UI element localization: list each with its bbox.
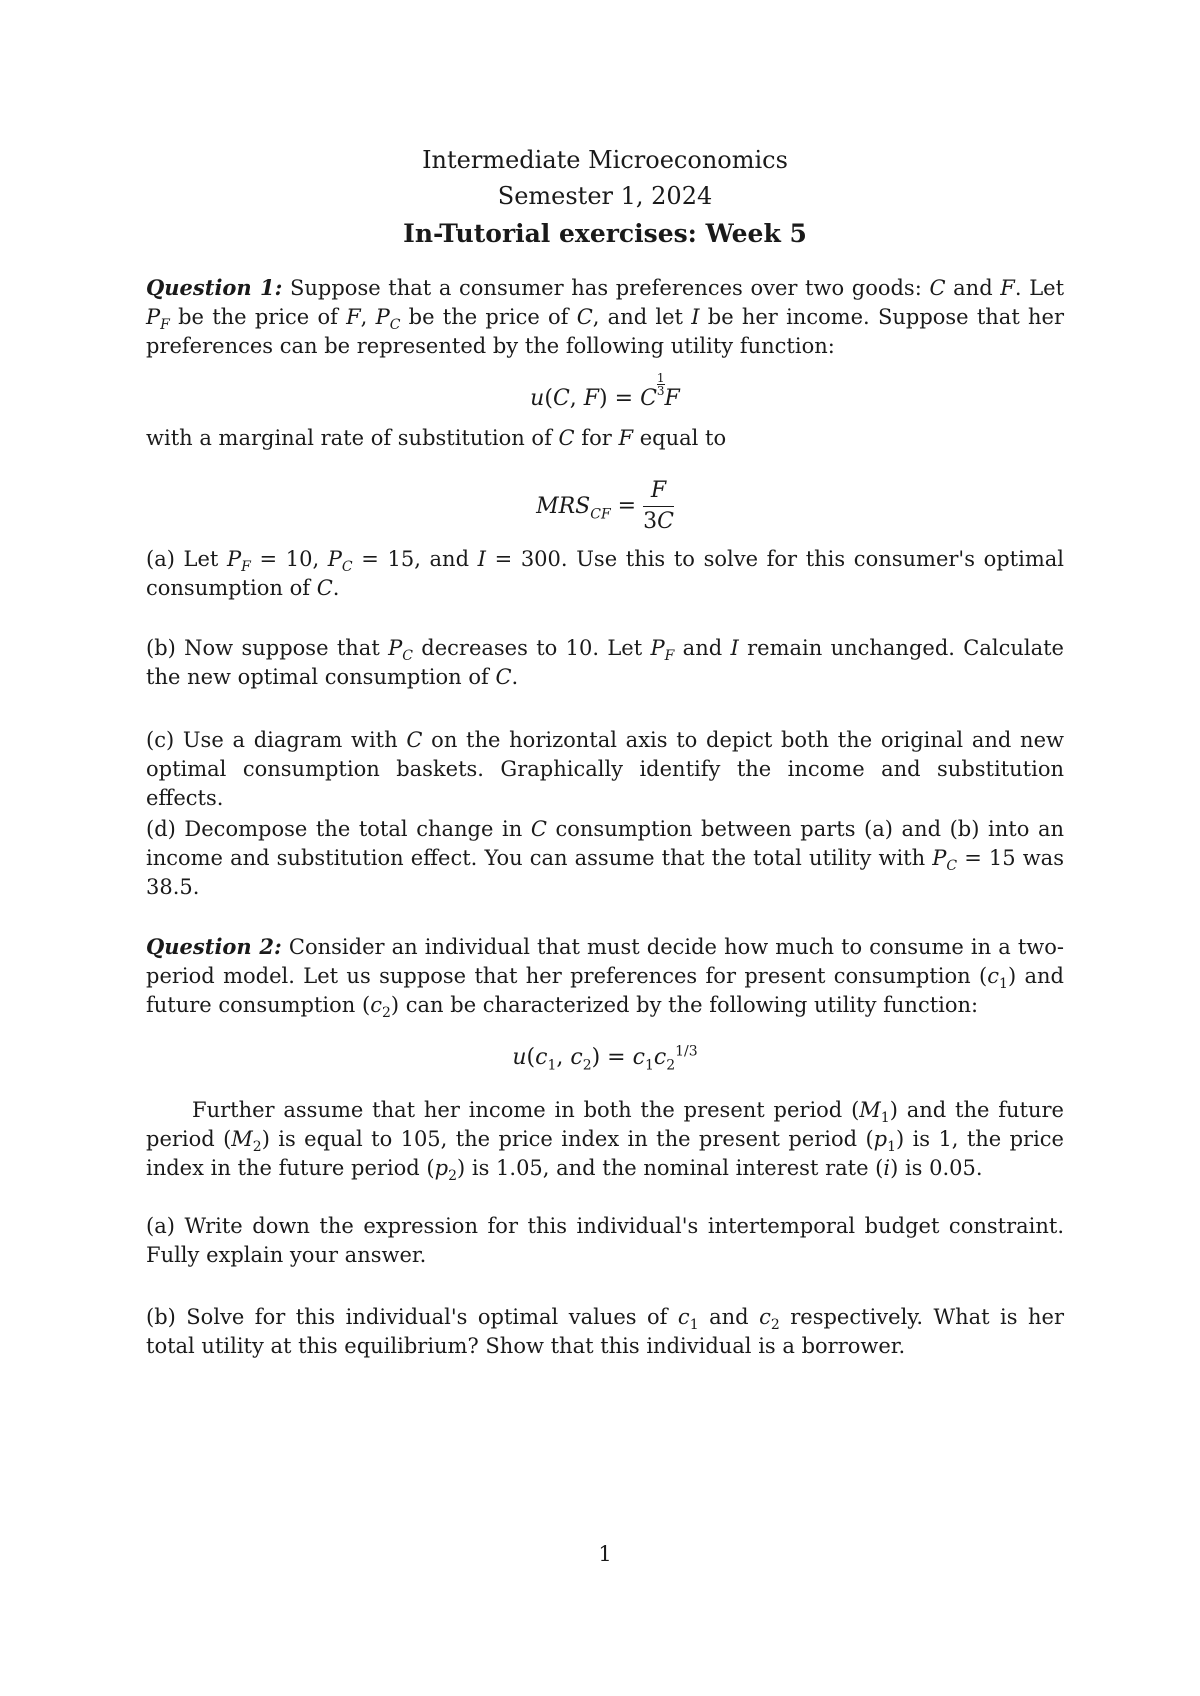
question-1-part-a: (a) Let $P_F = 10$, $P_C = 15$, and I = 300. Use this to solve for this consumer's optimal consumption of C.	[146, 547, 1064, 600]
utility-function-2: $u(c_1$, $c_2) = c_1c_2^{1/3}$	[512, 1043, 698, 1074]
question-2-intro: Question 2: Consider an individual that must decide how much to consume in a two-period model. Let us suppose that her preferences for present consumption $(c_1)$ and future consumption $(c_2)$ can be characterized by the following utility function:	[146, 934, 1065, 1022]
mrs-equation: $MRS_{CF}$ = $\frac{F}{3C}$	[536, 478, 674, 534]
document-header	[146, 142, 1064, 254]
question-1-part-d: (d) Decompose the total change in C consumption between parts (a) and (b) into an income and substitution effect. You can assume that the total utility with $P_C = 15$ was 38.5.	[146, 817, 1064, 899]
question-1-intro: Question 1: Suppose that a consumer has preferences over two goods: C and F. Let $P_F$ be the price of F, $P_C$ be the price of C, and let I be her income. Suppose that her preferences can be represented by the following utility function:	[146, 275, 1065, 358]
question-1-part-b: (b) Now suppose that $P_C$ decreases to 10. Let $P_F$ and I remain unchanged. Calculate the new optimal consumption of C.	[146, 636, 1064, 689]
document-page	[146, 0, 1064, 1696]
mrs-intro: with a marginal rate of substitution of C for F equal to	[146, 426, 727, 450]
semester: Semester 1, 2024	[497, 182, 713, 210]
utility-function-1: u(C, F) = C $\frac{1}{3}$ F	[530, 371, 680, 411]
course-title: Intermediate Microeconomics	[422, 146, 788, 174]
question-2-assumptions: Further assume that her income in both the present period $(M_1)$ and the future period $(M_2)$ is equal to 105, the price index in the present period $(p_1)$ is 1, the price index in the future period $(p_2)$ is 1.05, and the nominal interest rate (i) is 0.05.	[146, 1098, 1064, 1185]
page-number: 1	[598, 1542, 612, 1566]
page-title: In-Tutorial exercises: Week 5	[403, 219, 807, 248]
question-1-label: Question 1:	[146, 275, 283, 300]
question-2-part-a: (a) Write down the expression for this individual's intertemporal budget constraint. Fully explain your answer.	[146, 1214, 1064, 1267]
question-1-part-c: (c) Use a diagram with C on the horizontal axis to depict both the original and new optimal consumption baskets. Graphically identify the income and substitution effects.	[146, 728, 1064, 810]
question-2-label: Question 2:	[146, 934, 282, 959]
question-2-part-b: (b) Solve for this individual's optimal values of $c_1$ and $c_2$ respectively. What is her total utility at this equilibrium? Show that this individual is a borrower.	[146, 1305, 1065, 1358]
